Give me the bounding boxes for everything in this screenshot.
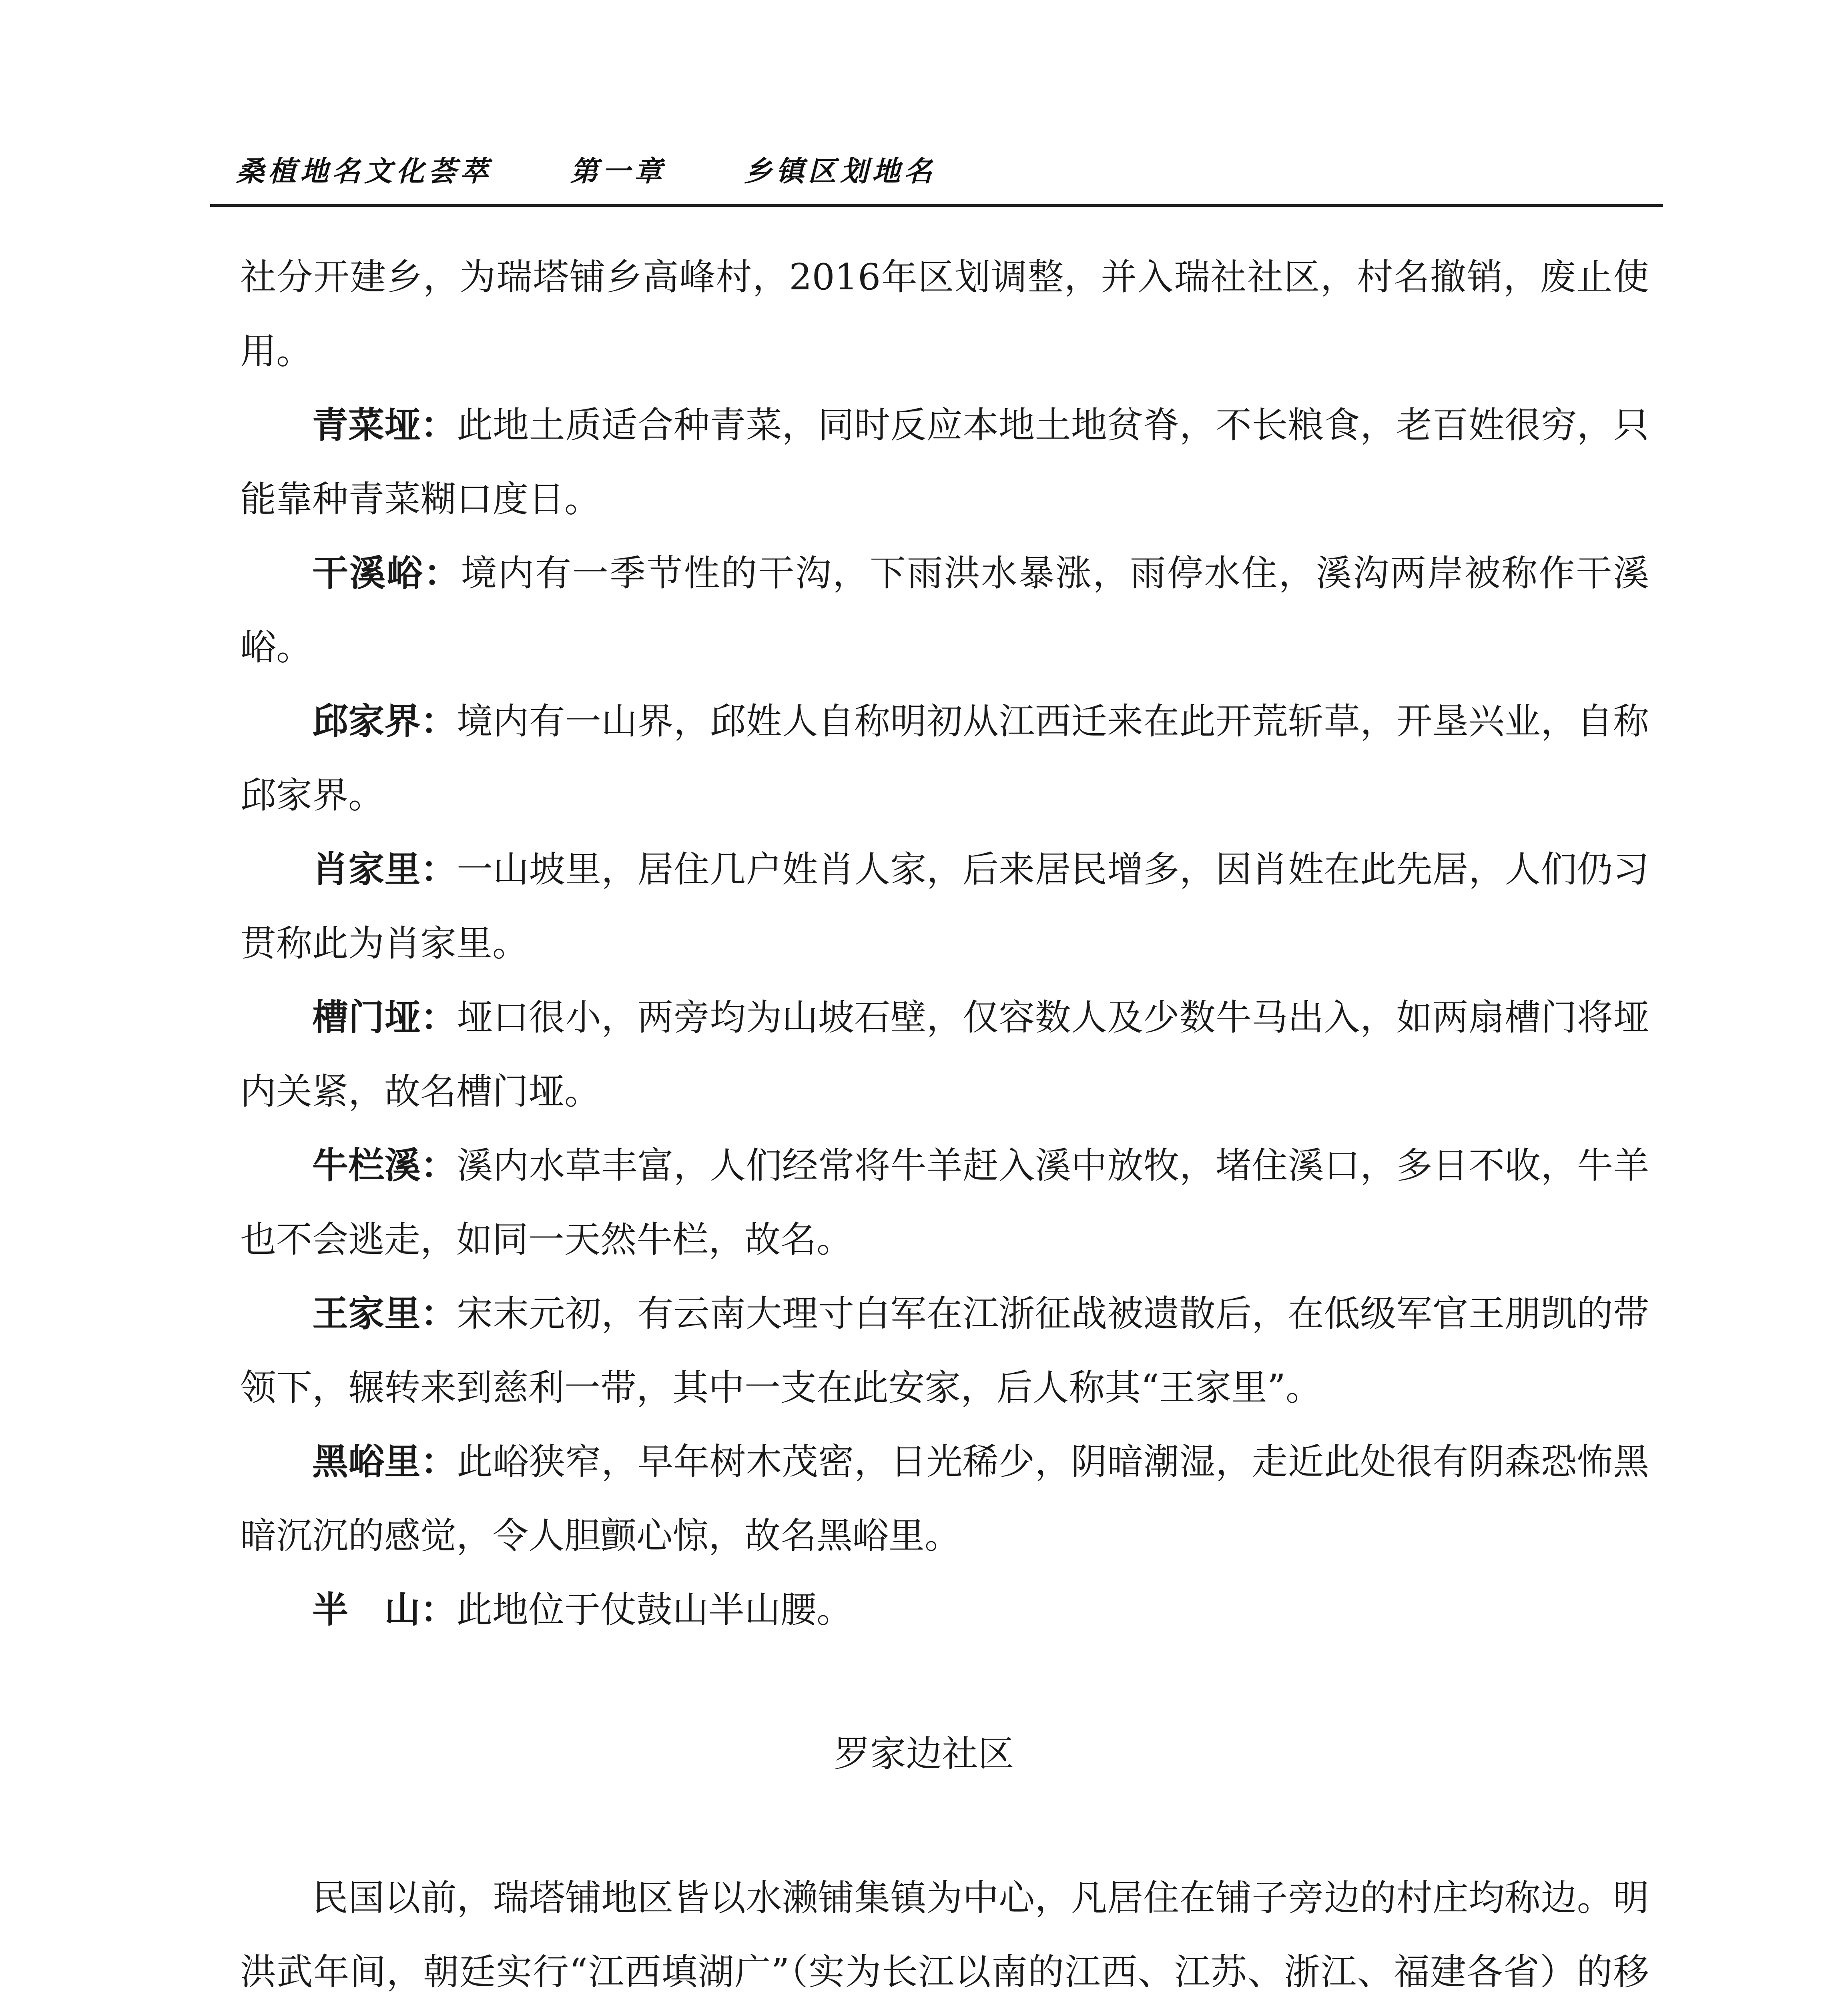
entry-niulanxi bbox=[240, 1129, 1649, 1277]
entry-term: 牛栏溪： bbox=[312, 1144, 457, 1187]
entry-term: 王家里： bbox=[312, 1292, 457, 1335]
entry-text: 境内有一季节性的干沟，下雨洪水暴涨，雨停水住，溪沟两岸被称作干溪峪。 bbox=[240, 552, 1649, 668]
entry-term: 青菜垭： bbox=[312, 404, 457, 446]
section-intro: 民国以前，瑞塔铺地区皆以水濑铺集镇为中心，凡居住在铺子旁边的村庄均称边。明洪武年间，朝廷实行“江西填湖广”（实为长江以南的江西、江苏、浙江、福建各省）的移 bbox=[240, 1877, 1649, 1993]
chapter-title: 乡镇区划地名 bbox=[744, 154, 936, 188]
entry-ganxiyu bbox=[240, 536, 1649, 684]
entry-term: 槽门垭： bbox=[312, 996, 457, 1039]
entry-text: 一山坡里，居住几户姓肖人家，后来居民增多，因肖姓在此先居，人们仍习贯称此为肖家里。 bbox=[240, 848, 1649, 964]
entry-banshan bbox=[240, 1573, 1649, 1647]
entry-term: 邱家界： bbox=[312, 700, 457, 742]
entry-text: 此地位于仗鼓山半山腰。 bbox=[456, 1589, 853, 1631]
section-title: 罗家边社区 bbox=[834, 1733, 1014, 1775]
entry-qingcaiya bbox=[240, 388, 1649, 536]
entry-xiaojiali bbox=[240, 832, 1649, 980]
entry-qiujiajie bbox=[240, 684, 1649, 832]
entry-wangjiali bbox=[240, 1277, 1649, 1425]
entry-term: 半 山： bbox=[312, 1588, 456, 1631]
entry-text: 垭口很小，两旁均为山坡石壁，仅容数人及少数牛马出入，如两扇槽门将垭内关紧，故名槽门垭。 bbox=[240, 996, 1649, 1113]
running-header bbox=[236, 149, 936, 189]
entry-text: 此地土质适合种青菜，同时反应本地土地贫脊，不长粮食，老百姓很穷，只能靠种青菜糊口度日。 bbox=[240, 404, 1649, 520]
book-title: 桑植地名文化荟萃 bbox=[236, 154, 492, 188]
entry-term: 黑峪里： bbox=[312, 1440, 457, 1483]
entry-caomenya bbox=[240, 980, 1649, 1129]
chapter-label: 第一章 bbox=[570, 154, 666, 188]
header-rule bbox=[210, 204, 1663, 207]
entry-heiyuli bbox=[240, 1425, 1649, 1573]
intro-continuation: 社分开建乡，为瑞塔铺乡高峰村，2016年区划调整，并入瑞社社区，村名撤销，废止使用。 bbox=[240, 256, 1649, 372]
entry-term: 干溪峪： bbox=[312, 552, 461, 594]
entry-term: 肖家里： bbox=[312, 848, 457, 890]
entry-text: 此峪狭窄，早年树木茂密，日光稀少，阴暗潮湿，走近此处很有阴森恐怖黑暗沉沉的感觉，令人胆颤心惊，故名黑峪里。 bbox=[240, 1441, 1649, 1557]
entry-text: 境内有一山界，邱姓人自称明初从江西迁来在此开荒斩草，开垦兴业，自称邱家界。 bbox=[240, 700, 1649, 816]
entry-text: 宋末元初，有云南大理寸白军在江浙征战被遗散后，在低级军官王朋凯的带领下，辗转来到慈利一带，其中一支在此安家，后人称其“王家里”。 bbox=[240, 1293, 1649, 1409]
entry-text: 溪内水草丰富，人们经常将牛羊赶入溪中放牧，堵住溪口，多日不收，牛羊也不会逃走，如同一天然牛栏，故名。 bbox=[240, 1145, 1649, 1261]
